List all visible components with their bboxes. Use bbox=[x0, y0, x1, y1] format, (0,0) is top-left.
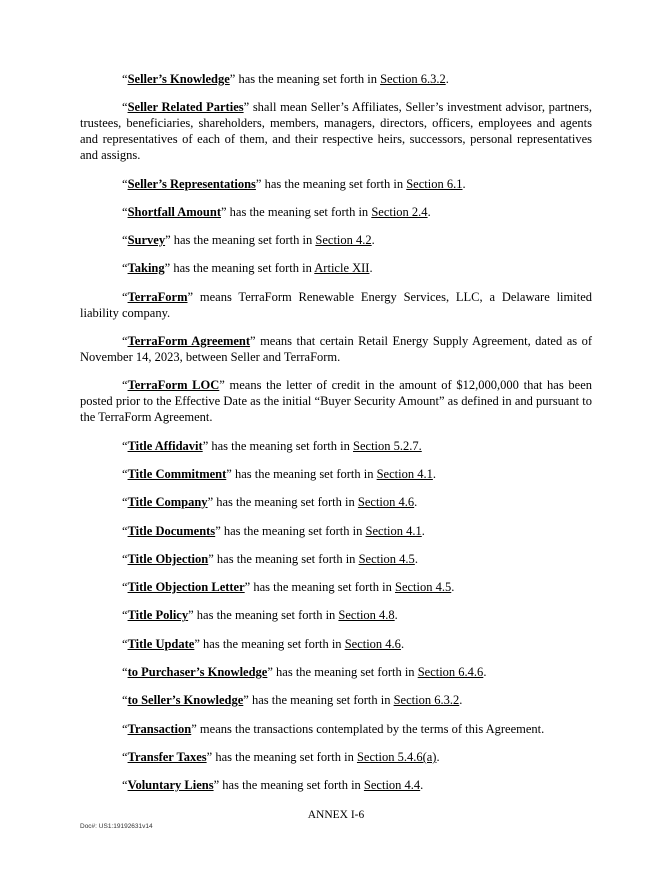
close-quote: ” bbox=[213, 778, 220, 793]
open-quote: “ bbox=[122, 289, 128, 304]
trailing-punctuation: . bbox=[462, 176, 466, 191]
section-reference-link[interactable]: Section 5.2.7. bbox=[353, 438, 422, 453]
definition-entry bbox=[80, 377, 592, 425]
open-quote: “ bbox=[122, 608, 128, 623]
open-quote: “ bbox=[122, 778, 128, 793]
definition-text: has the meaning set forth in bbox=[231, 466, 377, 481]
definition-text: has the meaning set forth in bbox=[212, 749, 357, 764]
section-reference-link[interactable]: Section 4.4 bbox=[363, 778, 421, 793]
open-quote: “ bbox=[122, 204, 128, 219]
definition-text: has the meaning set forth in bbox=[208, 438, 354, 453]
definition-entry bbox=[80, 664, 592, 680]
trailing-punctuation: . bbox=[414, 495, 418, 510]
open-quote: “ bbox=[122, 466, 128, 481]
open-quote: “ bbox=[122, 334, 128, 349]
definition-entry bbox=[80, 204, 592, 220]
open-quote: “ bbox=[122, 261, 128, 276]
definition-entry bbox=[80, 176, 592, 192]
definition-entry bbox=[80, 333, 592, 365]
close-quote: ” bbox=[215, 523, 221, 538]
definition-text: means the letter of credit in the amount of $12,000,000 that has been posted prior to the Effective Date as the initial “Buyer Security Amount” as defined in and pursuant to the TerraForm Agreement. bbox=[80, 378, 592, 425]
close-quote: ” bbox=[267, 665, 273, 680]
trailing-punctuation: . bbox=[394, 608, 398, 623]
open-quote: “ bbox=[122, 523, 128, 538]
open-quote: “ bbox=[122, 551, 128, 566]
defined-term: TerraForm Agreement bbox=[127, 334, 251, 349]
close-quote: ” bbox=[244, 580, 251, 595]
close-quote: ” bbox=[255, 176, 262, 191]
close-quote: ” bbox=[191, 721, 197, 736]
defined-term: TerraForm bbox=[127, 289, 188, 304]
section-reference-link[interactable]: Section 4.5 bbox=[358, 551, 415, 566]
definition-entry bbox=[80, 523, 592, 539]
close-quote: ” bbox=[165, 233, 171, 248]
definition-text: has the meaning set forth in bbox=[235, 72, 381, 86]
defined-term: to Seller’s Knowledge bbox=[127, 693, 244, 708]
defined-term: Title Commitment bbox=[127, 466, 227, 481]
trailing-punctuation: . bbox=[371, 233, 375, 248]
open-quote: “ bbox=[122, 749, 128, 764]
definition-text: has the meaning set forth in bbox=[272, 665, 418, 680]
definition-text: has the meaning set forth in bbox=[219, 778, 364, 793]
close-quote: ” bbox=[194, 636, 200, 651]
definition-entry bbox=[80, 749, 592, 765]
close-quote: ” bbox=[208, 551, 214, 566]
definition-text: has the meaning set forth in bbox=[220, 523, 366, 538]
trailing-punctuation: . bbox=[436, 749, 440, 764]
close-quote: ” bbox=[229, 72, 236, 86]
definition-text: means that certain Retail Energy Supply Agreement, dated as of November 14, 2023, between Seller and TerraForm. bbox=[80, 334, 592, 365]
definition-text: has the meaning set forth in bbox=[213, 551, 359, 566]
trailing-punctuation: . bbox=[420, 778, 424, 793]
definition-entry bbox=[80, 99, 592, 163]
definition-text: shall mean Seller’s Affiliates, Seller’s investment advisor, partners, trustees, beneficiaries, shareholders, members, managers, directors, officers, employees and agents and representatives of each of them, and their respective heirs, successors, personal representatives and assigns. bbox=[80, 100, 592, 163]
defined-term: Shortfall Amount bbox=[127, 204, 221, 219]
close-quote: ” bbox=[243, 100, 250, 115]
definition-text: has the meaning set forth in bbox=[250, 580, 395, 595]
definition-entry bbox=[80, 494, 592, 510]
trailing-punctuation: . bbox=[483, 665, 487, 680]
section-reference-link[interactable]: Section 5.4.6(a) bbox=[356, 749, 437, 764]
open-quote: “ bbox=[122, 721, 128, 736]
definition-text: has the meaning set forth in bbox=[213, 495, 358, 510]
defined-term: Seller’s Representations bbox=[127, 176, 256, 191]
open-quote: “ bbox=[122, 378, 128, 393]
definition-text: has the meaning set forth in bbox=[170, 233, 316, 248]
open-quote: “ bbox=[122, 495, 128, 510]
definition-entry bbox=[80, 551, 592, 567]
document-number: Doc#: US1:19192631v14 bbox=[80, 823, 153, 830]
defined-term: Transaction bbox=[127, 721, 192, 736]
trailing-punctuation: . bbox=[421, 523, 425, 538]
open-quote: “ bbox=[122, 100, 128, 115]
trailing-punctuation: . bbox=[414, 551, 418, 566]
section-reference-link[interactable]: Section 6.4.6 bbox=[417, 665, 484, 680]
definition-entry bbox=[80, 579, 592, 595]
trailing-punctuation: . bbox=[369, 261, 373, 276]
definition-entry bbox=[80, 289, 592, 321]
page-footer: ANNEX I-6 bbox=[307, 809, 365, 821]
close-quote: ” bbox=[164, 261, 171, 276]
definitions-list bbox=[80, 71, 592, 806]
defined-term: Title Documents bbox=[127, 523, 216, 538]
trailing-punctuation: . bbox=[400, 636, 405, 651]
trailing-punctuation: . bbox=[432, 466, 436, 481]
defined-term: Title Objection Letter bbox=[127, 580, 245, 595]
open-quote: “ bbox=[122, 693, 128, 708]
definition-text: means TerraForm Renewable Energy Services, LLC, a Delaware limited liability company. bbox=[80, 289, 592, 320]
section-reference-link[interactable]: Section 6.3.2 bbox=[393, 693, 460, 708]
defined-term: Survey bbox=[127, 233, 166, 248]
defined-term: Taking bbox=[127, 261, 165, 276]
definition-text: has the meaning set forth in bbox=[261, 176, 407, 191]
definition-entry bbox=[80, 692, 592, 708]
defined-term: Title Policy bbox=[127, 608, 189, 623]
definition-text: has the meaning set forth in bbox=[199, 636, 345, 651]
definition-entry bbox=[80, 466, 592, 482]
close-quote: ” bbox=[187, 289, 194, 304]
section-reference-link[interactable]: Section 4.1 bbox=[365, 523, 422, 538]
close-quote: ” bbox=[206, 749, 213, 764]
open-quote: “ bbox=[122, 72, 128, 86]
section-reference-link[interactable]: Section 4.5 bbox=[395, 580, 452, 595]
open-quote: “ bbox=[122, 438, 128, 453]
close-quote: ” bbox=[188, 608, 194, 623]
defined-term: Title Affidavit bbox=[127, 438, 203, 453]
definition-entry bbox=[80, 71, 592, 87]
definition-text: has the meaning set forth in bbox=[226, 204, 372, 219]
section-reference-link[interactable]: Section 4.2 bbox=[315, 233, 372, 248]
trailing-punctuation: . bbox=[459, 693, 463, 708]
open-quote: “ bbox=[122, 176, 128, 191]
defined-term: TerraForm LOC bbox=[127, 378, 220, 393]
definition-text: means the transactions contemplated by the terms of this Agreement. bbox=[196, 721, 545, 736]
open-quote: “ bbox=[122, 233, 128, 248]
definition-entry bbox=[80, 260, 592, 276]
definition-text: has the meaning set forth in bbox=[248, 693, 394, 708]
section-reference-link[interactable]: Article XII bbox=[314, 261, 370, 276]
defined-term: Seller’s Knowledge bbox=[127, 72, 230, 86]
defined-term: Title Objection bbox=[127, 551, 209, 566]
close-quote: ” bbox=[220, 204, 227, 219]
definition-entry bbox=[80, 721, 592, 737]
open-quote: “ bbox=[122, 580, 128, 595]
section-reference-link[interactable]: Section 4.6 bbox=[357, 495, 415, 510]
section-reference-link[interactable]: Section 6.3.2 bbox=[380, 72, 446, 86]
section-reference-link[interactable]: Section 4.1 bbox=[376, 466, 433, 481]
close-quote: ” bbox=[207, 495, 214, 510]
close-quote: ” bbox=[243, 693, 249, 708]
trailing-punctuation: . bbox=[445, 72, 449, 86]
close-quote: ” bbox=[219, 378, 225, 393]
definition-entry bbox=[80, 607, 592, 623]
section-reference-link[interactable]: Section 6.1 bbox=[406, 176, 463, 191]
section-reference-link[interactable]: Section 2.4 bbox=[371, 204, 428, 219]
definition-entry bbox=[80, 636, 592, 652]
trailing-punctuation: . bbox=[427, 204, 431, 219]
defined-term: Transfer Taxes bbox=[127, 749, 207, 764]
open-quote: “ bbox=[122, 665, 128, 680]
close-quote: ” bbox=[226, 466, 232, 481]
defined-term: to Purchaser’s Knowledge bbox=[127, 665, 268, 680]
definition-text: has the meaning set forth in bbox=[193, 608, 339, 623]
defined-term: Seller Related Parties bbox=[127, 100, 244, 115]
section-reference-link[interactable]: Section 4.6 bbox=[344, 636, 401, 651]
close-quote: ” bbox=[202, 438, 209, 453]
open-quote: “ bbox=[122, 636, 128, 651]
definition-entry bbox=[80, 438, 592, 454]
definition-entry bbox=[80, 777, 592, 793]
trailing-punctuation: . bbox=[451, 580, 455, 595]
defined-term: Title Company bbox=[127, 495, 208, 510]
definition-text: has the meaning set forth in bbox=[170, 261, 315, 276]
defined-term: Title Update bbox=[127, 636, 195, 651]
defined-term: Voluntary Liens bbox=[127, 778, 214, 793]
definition-entry bbox=[80, 232, 592, 248]
close-quote: ” bbox=[250, 334, 256, 349]
section-reference-link[interactable]: Section 4.8 bbox=[338, 608, 395, 623]
